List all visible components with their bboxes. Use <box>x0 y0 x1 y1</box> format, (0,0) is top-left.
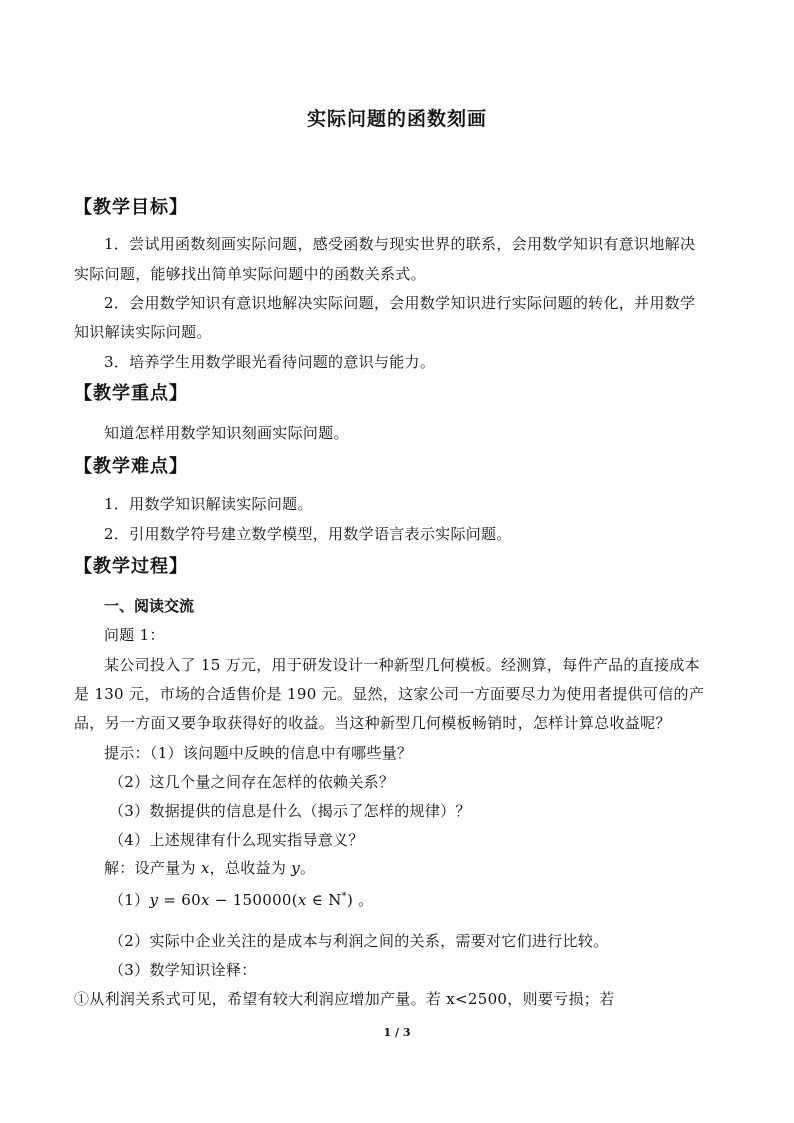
solution-intro-text-a: 解：设产量为 <box>104 859 201 877</box>
hint-line-1: 提示：（1）该问题中反映的信息中有哪些量？ <box>104 744 413 762</box>
formula-superscript: * <box>341 891 347 902</box>
solution-intro-text-b: ，总收益为 <box>209 859 292 877</box>
problem-line-1: 某公司投入了 15 万元，用于研发设计一种新型几何模板。经测算，每件产品的直接成本 <box>104 656 700 674</box>
problem-label: 问题 1： <box>104 626 165 644</box>
formula-part-h: ) 。 <box>346 891 374 909</box>
process-subheading: 一、阅读交流 <box>104 597 195 615</box>
section-heading-key-points: 【教学重点】 <box>74 383 188 404</box>
hint-line-4: （4）上述规律有什么现实指导意义？ <box>109 831 364 849</box>
problem-line-2: 是 130 元，市场的合适售价是 190 元。显然，这家公司一方面要尽力为使用者提供可信的产 <box>74 685 705 703</box>
formula-label: （1） <box>109 891 150 909</box>
solution-intro <box>104 857 315 878</box>
formula-part-b: = 60 <box>158 891 201 909</box>
section-heading-process: 【教学过程】 <box>74 556 188 577</box>
difficulty-line-2: 2．引用数学符号建立数学模型，用数学语言表示实际问题。 <box>104 525 512 543</box>
goal-line-2: 实际问题，能够找出简单实际问题中的函数关系式。 <box>74 265 426 283</box>
goal-line-3: 2．会用数学知识有意识地解决实际问题，会用数学知识进行实际问题的转化，并用数学 <box>104 294 696 312</box>
formula-part-d: − 150000( <box>209 891 298 909</box>
solution-intro-text-c: 。 <box>300 859 316 877</box>
formula-part-y: y <box>149 891 159 909</box>
step-2-line: （2）实际中企业关注的是成本与利润之间的关系，需要对它们进行比较。 <box>109 932 609 950</box>
step-3-line: （3）数学知识诠释： <box>109 961 257 979</box>
goal-line-5: 3．培养学生用数学眼光看待问题的意识与能力。 <box>104 353 436 371</box>
page-number: 1 / 3 <box>383 1026 411 1039</box>
variable-x: x <box>200 859 210 877</box>
formula-part-x2: x <box>297 891 307 909</box>
difficulty-line-1: 1．用数学知识解读实际问题。 <box>104 495 313 513</box>
section-heading-goals: 【教学目标】 <box>74 197 188 218</box>
goal-line-1: 1．尝试用函数刻画实际问题，感受函数与现实世界的联系，会用数学知识有意识地解决 <box>104 235 696 253</box>
hint-line-2: （2）这几个量之间存在怎样的依赖关系？ <box>109 773 395 791</box>
page-title: 实际问题的函数刻画 <box>306 108 487 130</box>
step-3-detail: ①从利润关系式可见，希望有较大利润应增加产量。若 x<2500，则要亏损；若 <box>74 990 615 1008</box>
hint-line-3: （3）数据提供的信息是什么（揭示了怎样的规律）？ <box>109 802 471 820</box>
section-heading-difficulties: 【教学难点】 <box>74 456 188 477</box>
key-point-text: 知道怎样用数学知识刻画实际问题。 <box>104 424 349 442</box>
variable-y: y <box>291 859 300 877</box>
problem-line-3: 品，另一方面又要争取获得好的收益。当这种新型几何模板畅销时，怎样计算总收益呢？ <box>74 714 671 732</box>
formula-line <box>109 889 374 910</box>
goal-line-4: 知识解读实际问题。 <box>74 323 212 341</box>
formula-part-f: ∈ N <box>306 891 342 909</box>
formula-part-x: x <box>200 891 210 909</box>
